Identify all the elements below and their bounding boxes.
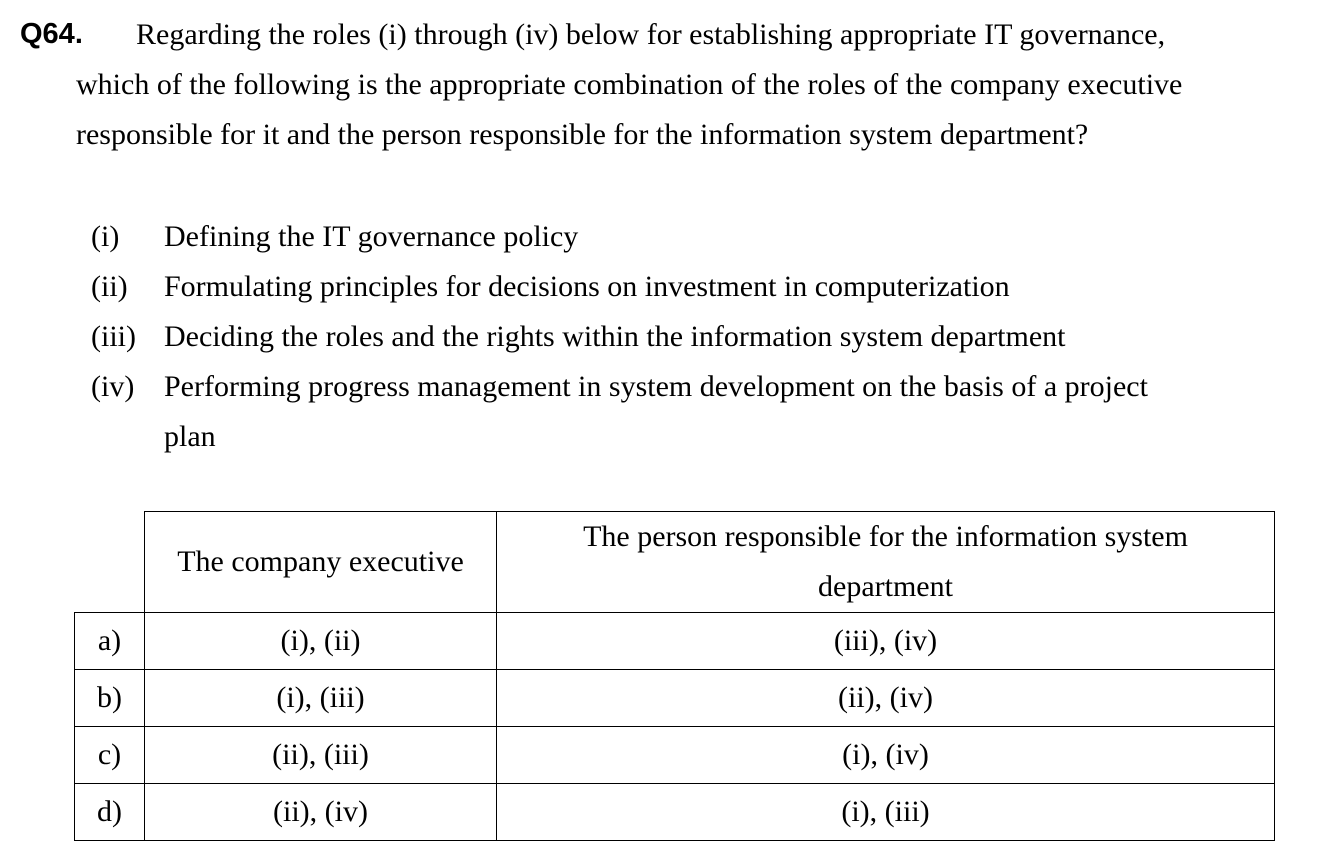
- question-line-2: which of the following is the appropriate combination of the roles of the company executive: [76, 68, 1183, 101]
- table-row: [75, 784, 1275, 841]
- executive-roles: (ii), (iii): [145, 727, 497, 784]
- role-text: Deciding the roles and the rights within the information system department: [164, 320, 1066, 353]
- role-marker: (iii): [91, 320, 136, 353]
- table-header-row: [75, 512, 1275, 613]
- header-is-head-line-1: The person responsible for the information system: [583, 520, 1188, 553]
- executive-roles: (i), (ii): [145, 613, 497, 670]
- role-text: Formulating principles for decisions on investment in computerization: [164, 270, 1010, 303]
- question-line-3: responsible for it and the person responsible for the information system department?: [76, 118, 1089, 151]
- is-head-roles: (i), (iv): [497, 727, 1275, 784]
- question-line-1: Regarding the roles (i) through (iv) below for establishing appropriate IT governance,: [136, 18, 1166, 51]
- header-blank-cell: [75, 512, 145, 613]
- option-label: a): [75, 613, 145, 670]
- executive-roles: (ii), (iv): [145, 784, 497, 841]
- option-label: c): [75, 727, 145, 784]
- is-head-roles: (ii), (iv): [497, 670, 1275, 727]
- header-is-head-line-2: department: [818, 570, 953, 603]
- role-text: Defining the IT governance policy: [164, 220, 579, 253]
- table-row: [75, 727, 1275, 784]
- role-text: Performing progress management in system development on the basis of a project: [164, 370, 1148, 403]
- is-head-roles: (iii), (iv): [497, 613, 1275, 670]
- answer-table: [74, 511, 1275, 841]
- role-marker: (ii): [91, 270, 128, 303]
- header-is-head: [497, 512, 1275, 613]
- question-number: Q64.: [20, 18, 83, 50]
- option-label: d): [75, 784, 145, 841]
- option-label: b): [75, 670, 145, 727]
- executive-roles: (i), (iii): [145, 670, 497, 727]
- role-marker: (iv): [91, 370, 135, 403]
- header-executive: The company executive: [145, 512, 497, 613]
- table-row: [75, 613, 1275, 670]
- role-marker: (i): [91, 220, 120, 253]
- is-head-roles: (i), (iii): [497, 784, 1275, 841]
- role-text-continuation: plan: [164, 420, 216, 453]
- table-row: [75, 670, 1275, 727]
